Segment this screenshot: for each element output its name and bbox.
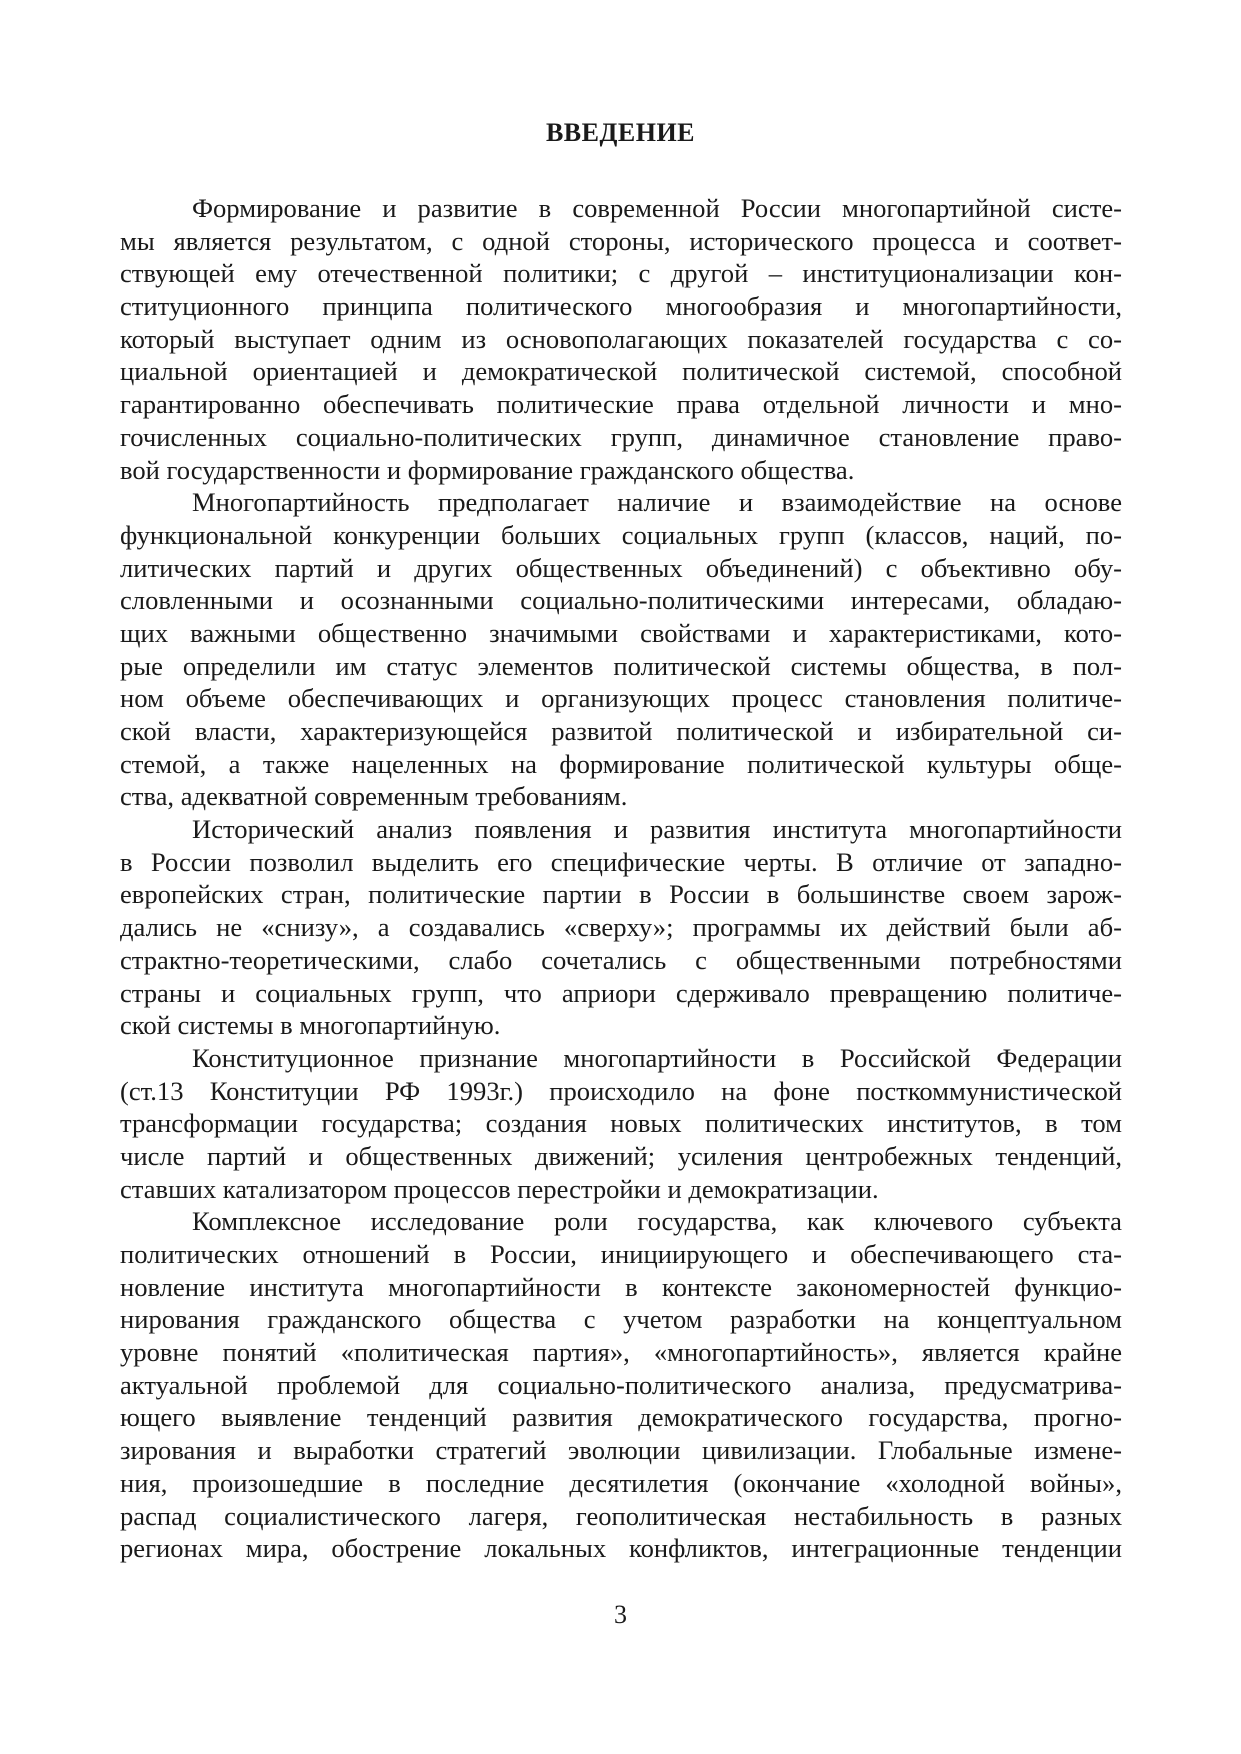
text-line: стемой, а также нацеленных на формирование политической культуры обще- — [120, 748, 1122, 779]
text-line: зирования и выработки стратегий эволюции цивилизации. Глобальные измене- — [120, 1435, 1122, 1466]
text-line: дались не «снизу», а создавались «сверху»; программы их действий были аб- — [120, 912, 1122, 943]
text-line: ющего выявление тенденций развития демократического государства, прогно- — [120, 1402, 1122, 1433]
text-line: гарантированно обеспечивать политические права отдельной личности и мно- — [120, 389, 1122, 420]
text-line: литических партий и других общественных объединений) с объективно обу- — [120, 552, 1122, 583]
text-line: Исторический анализ появления и развития института многопартийности — [192, 814, 1122, 845]
text-line: ном объеме обеспечивающих и организующих процесс становления политиче- — [120, 683, 1122, 714]
text-line: циальной ориентацией и демократической политической системой, способной — [120, 356, 1122, 387]
text-line: ния, произошедшие в последние десятилетия (окончание «холодной войны», — [120, 1467, 1122, 1498]
text-line: Формирование и развитие в современной России многопартийной систе- — [192, 193, 1122, 223]
body-text — [120, 192, 1122, 1565]
text-line: страны и социальных групп, что априори сдерживало превращению политиче- — [120, 977, 1122, 1008]
text-line: Конституционное признание многопартийности в Российской Федерации — [192, 1042, 1122, 1073]
text-line: распад социалистического лагеря, геополитическая нестабильность в разных — [120, 1500, 1122, 1531]
text-line: уровне понятий «политическая партия», «многопартийность», является крайне — [120, 1337, 1122, 1368]
text-line: ствующей ему отечественной политики; с другой – институционализации кон- — [120, 258, 1122, 289]
text-line: Комплексное исследование роли государства, как ключевого субъекта — [192, 1206, 1122, 1237]
text-line: страктно-теоретическими, слабо сочетались с общественными потребностями — [120, 944, 1122, 975]
text-line: европейских стран, политические партии в России в большинстве своем зарож- — [120, 879, 1122, 910]
text-line: вой государственности и формирование гражданского общества. — [120, 454, 855, 485]
text-line: функциональной конкуренции больших социальных групп (классов, наций, по- — [120, 519, 1122, 550]
text-line: словленными и осознанными социально-политическими интересами, обладаю- — [120, 585, 1122, 616]
text-line: ставших катализатором процессов перестройки и демократизации. — [120, 1173, 879, 1204]
text-line: рые определили им статус элементов политической системы общества, в пол- — [120, 650, 1122, 681]
text-line: ской власти, характеризующейся развитой политической и избирательной си- — [120, 716, 1122, 746]
text-line: ской системы в многопартийную. — [120, 1010, 501, 1041]
text-line: (ст.13 Конституции РФ 1993г.) происходило на фоне посткоммунистической — [120, 1075, 1122, 1106]
page-title: ВВЕДЕНИЕ — [545, 118, 696, 147]
text-line: нирования гражданского общества с учетом разработки на концептуальном — [120, 1304, 1122, 1335]
text-line: щих важными общественно значимыми свойствами и характеристиками, кото- — [120, 617, 1122, 648]
page-number: 3 — [614, 1600, 627, 1629]
text-line: гочисленных социально-политических групп, динамичное становление право- — [120, 421, 1122, 452]
text-line: актуальной проблемой для социально-политического анализа, предусматрива- — [120, 1369, 1122, 1400]
text-line: в России позволил выделить его специфические черты. В отличие от западно- — [120, 846, 1122, 877]
text-line: ства, адекватной современным требованиям. — [120, 781, 628, 812]
text-line: новление института многопартийности в контексте закономерностей функцио- — [120, 1271, 1122, 1302]
text-line: трансформации государства; создания новых политических институтов, в том — [120, 1108, 1122, 1139]
text-line: числе партий и общественных движений; усиления центробежных тенденций, — [120, 1140, 1122, 1171]
text-line: мы является результатом, с одной стороны, исторического процесса и соответ- — [120, 225, 1122, 256]
text-line: который выступает одним из основополагающих показателей государства с со- — [120, 323, 1122, 354]
text-line: ституционного принципа политического многообразия и многопартийности, — [120, 291, 1122, 322]
text-line: регионах мира, обострение локальных конфликтов, интеграционные тенденции — [120, 1533, 1122, 1564]
text-line: Многопартийность предполагает наличие и взаимодействие на основе — [192, 487, 1122, 518]
text-line: политических отношений в России, инициирующего и обеспечивающего ста- — [120, 1239, 1122, 1269]
